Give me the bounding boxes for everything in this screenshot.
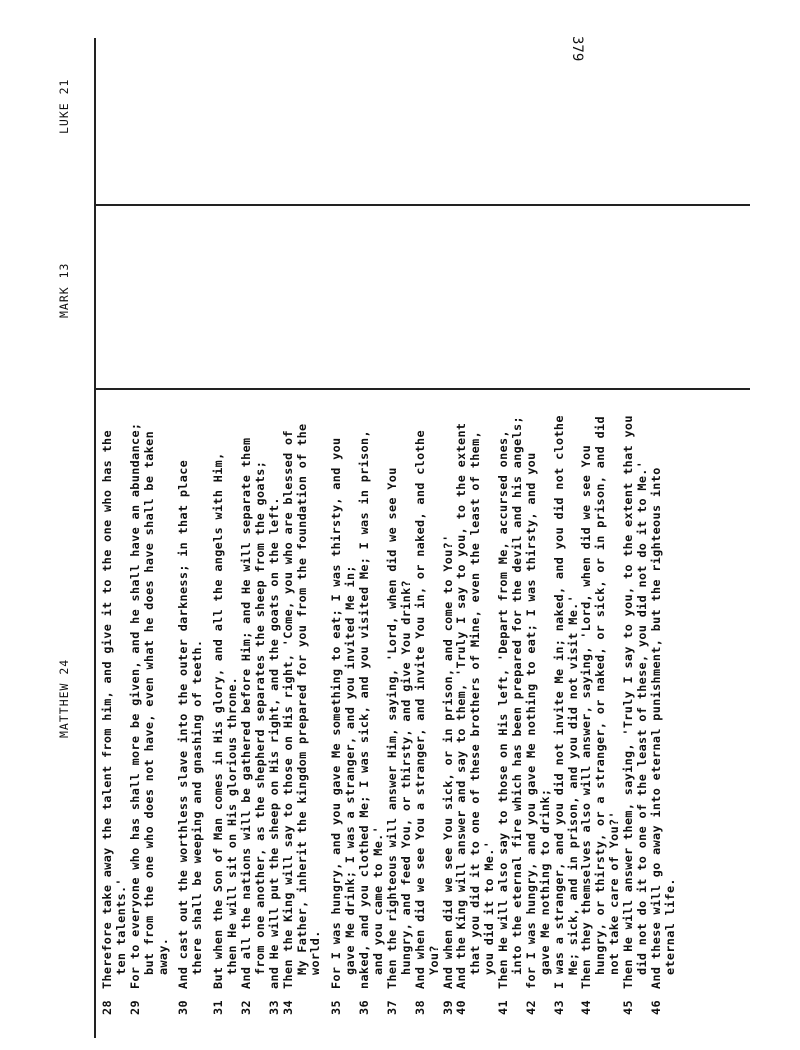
verse-line: gave Me nothing to drink;	[537, 788, 552, 975]
verse-41	[497, 395, 525, 1015]
verse-30	[177, 395, 205, 1015]
verse-text	[177, 395, 205, 989]
verse-text	[497, 395, 525, 989]
verse-number: 46	[648, 1000, 663, 1015]
verse-line: gave Me drink; I was a stranger, and you invited Me in;	[343, 565, 358, 975]
verse-number: 41	[496, 1000, 511, 1015]
verse-text	[129, 395, 171, 989]
verse-46	[650, 395, 678, 1015]
verse-35	[330, 395, 358, 1015]
verse-line: hungry, and feed You, or thirsty, and give You drink?	[398, 580, 413, 975]
verse-number: 30	[176, 1000, 191, 1015]
verse-28	[101, 395, 129, 1015]
verse-line: Then the King will say to those on His right, 'Come, you who are blessed of	[280, 430, 295, 989]
verse-number: 44	[579, 1000, 594, 1015]
verse-text	[358, 395, 386, 989]
verse-line: But when the Son of Man comes in His glory, and all the angels with Him,	[211, 452, 226, 989]
verse-line: eternal life.	[662, 878, 677, 975]
verse-text	[622, 395, 650, 989]
verse-text	[553, 395, 581, 989]
verse-line: And all the nations will be gathered before Him; and He will separate them	[239, 437, 254, 989]
verse-number: 28	[100, 1000, 114, 1015]
verse-line: And these will go away into eternal punishment, but the righteous into	[648, 467, 663, 989]
verse-line: then He will sit on His glorious throne.	[225, 676, 240, 975]
verse-line: but from the one who does not have, even what he does have shall be taken	[141, 430, 156, 975]
verse-36	[358, 395, 386, 1015]
verse-text	[650, 395, 678, 989]
verse-line: and He will put the sheep on His right, and the goats on the left.	[266, 497, 281, 989]
verse-line: You?	[426, 945, 441, 975]
verse-line: Then they themselves also will answer, saying, 'Lord, when did we see You	[579, 444, 594, 989]
verse-text	[330, 395, 358, 989]
verse-number: 32	[239, 1000, 254, 1015]
verse-text	[455, 395, 497, 989]
header-luke: LUKE 21	[57, 78, 71, 134]
verse-number: 45	[621, 1000, 636, 1015]
verse-line: not take care of You?'	[607, 811, 622, 975]
verse-text	[268, 395, 282, 989]
verse-text	[212, 395, 240, 989]
luke-mark-divider	[94, 204, 750, 206]
verse-text	[414, 395, 442, 989]
header-matthew: MATTHEW 24	[57, 658, 71, 738]
verse-text	[442, 395, 456, 989]
verse-text	[240, 395, 268, 989]
verse-45	[622, 395, 650, 1015]
verse-31	[212, 395, 240, 1015]
verse-number: 34	[280, 1000, 295, 1015]
verse-42	[525, 395, 553, 1015]
verse-line: And when did we see You sick, or in prison, and come to You?'	[440, 534, 455, 989]
verse-line: For I was hungry, and you gave Me something to eat; I was thirsty, and you	[329, 437, 344, 989]
verse-number: 33	[266, 1000, 281, 1015]
verse-number: 43	[551, 1000, 566, 1015]
verse-43	[553, 395, 581, 1015]
verse-line: into the eternal fire which has been prepared for the devil and his angels;	[509, 416, 524, 975]
verse-number: 39	[440, 1000, 455, 1015]
verse-39	[442, 395, 456, 1015]
verse-line: ten talents.'	[113, 878, 128, 975]
verse-44	[580, 395, 622, 1015]
verse-text	[101, 395, 129, 989]
verse-number: 35	[329, 1000, 344, 1015]
verse-34	[282, 395, 324, 1015]
verse-line: I was a stranger, and you did not invite Me in; naked, and you did not clothe	[551, 415, 566, 989]
mark-matthew-divider	[94, 388, 750, 390]
verse-number: 31	[211, 1000, 226, 1015]
verse-line: there shall be weeping and gnashing of teeth.	[190, 639, 205, 975]
verse-line: My Father, inherit the kingdom prepared for you from the foundation of the	[294, 423, 309, 975]
verse-line: Then He will also say to those on His left, 'Depart from Me, accursed ones,	[496, 430, 511, 989]
verse-text	[386, 395, 414, 989]
verse-line: And the King will answer and say to them, 'Truly I say to you, to the extent	[454, 422, 469, 989]
verse-40	[455, 395, 497, 1015]
verse-text	[525, 395, 553, 989]
verse-text	[282, 395, 324, 989]
verse-line: that you did it to one of these brothers of Mine, even the least of them,	[468, 430, 483, 975]
verse-text	[580, 395, 622, 989]
verse-line: did not do it to one of the least of these, you did not do it to Me.'	[634, 460, 649, 975]
verse-line: naked, and you clothed Me; I was sick, and you visited Me; I was in prison,	[357, 430, 372, 989]
verse-number: 29	[127, 1000, 142, 1015]
verse-37	[386, 395, 414, 1015]
matthew-text-block	[101, 395, 696, 1015]
verse-33	[268, 395, 282, 1015]
verse-line: Me; sick, and in prison, and you did not visit Me.'	[565, 594, 580, 975]
verse-line: Then He will answer them, saying, 'Truly I say to you, to the extent that you	[621, 415, 636, 989]
verse-38	[414, 395, 442, 1015]
verse-line: and you came to Me.'	[371, 825, 386, 975]
verse-line: And cast out the worthless slave into the outer darkness; in that place	[176, 459, 191, 989]
verse-number: 40	[454, 1000, 469, 1015]
verse-number: 38	[412, 1000, 427, 1015]
verse-line: away.	[155, 937, 170, 975]
page-number: 379	[569, 36, 585, 62]
verse-line: for I was hungry, and you gave Me nothing to eat; I was thirsty, and you	[523, 452, 538, 989]
verse-line: Therefore take away the talent from him, and give it to the one who has the	[100, 430, 114, 989]
header-mark: MARK 13	[57, 262, 71, 318]
verse-32	[240, 395, 268, 1015]
verse-line: For to everyone who has shall more be given, and he shall have an abundance;	[127, 422, 142, 989]
verse-line: And when did we see You a stranger, and invite You in, or naked, and clothe	[412, 430, 427, 989]
left-rule	[94, 38, 96, 1038]
verse-number: 37	[384, 1000, 399, 1015]
verse-line: you did it to Me.'	[482, 840, 497, 975]
verse-line: Then the righteous will answer Him, saying, 'Lord, when did we see You	[384, 467, 399, 989]
verse-number: 36	[357, 1000, 372, 1015]
verse-29	[129, 395, 171, 1015]
verse-line: world.	[308, 930, 323, 975]
verse-line: from one another, as the shepherd separates the sheep from the goats;	[252, 460, 267, 975]
verse-line: hungry, or thirsty, or a stranger, or naked, or sick, or in prison, and did	[593, 416, 608, 975]
verse-number: 42	[523, 1000, 538, 1015]
